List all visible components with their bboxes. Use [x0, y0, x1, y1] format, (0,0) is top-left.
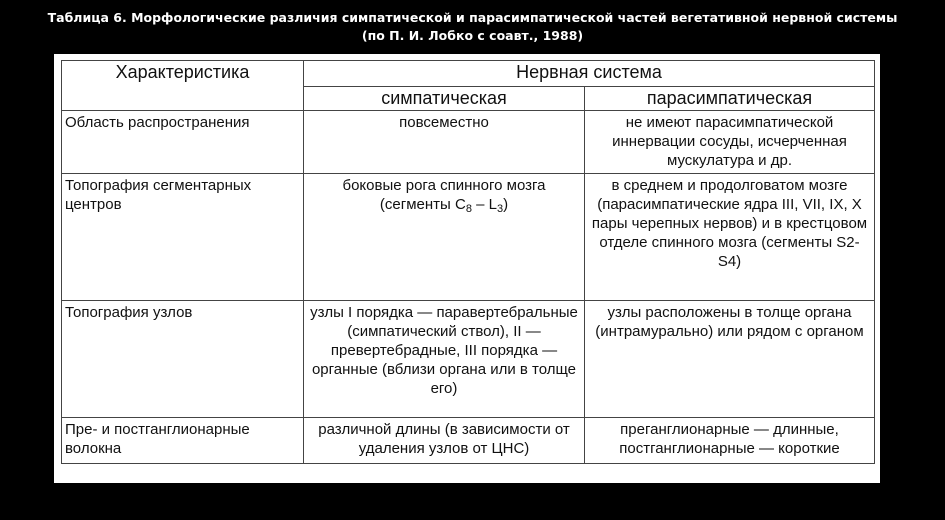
table-caption	[0, 9, 945, 45]
cell-characteristic: Пре- и постганглионарные волокна	[62, 418, 304, 464]
table-row	[62, 174, 875, 301]
subscript: 8	[465, 203, 472, 215]
header-sympathetic: симпатическая	[304, 87, 585, 111]
table-row	[62, 418, 875, 464]
header-parasympathetic: парасимпатическая	[585, 87, 875, 111]
cell-characteristic: Топография узлов	[62, 301, 304, 418]
cell-text: )	[503, 196, 509, 213]
table-sheet	[54, 54, 880, 483]
cell-text: – L	[471, 196, 497, 213]
cell-characteristic: Топография сегментарных центров	[62, 174, 304, 301]
header-row-1	[62, 61, 875, 87]
comparison-table	[61, 60, 875, 464]
cell-sympathetic	[304, 174, 585, 301]
cell-sympathetic: узлы I порядка — паравертебральные (симпатический ствол), II — превертебрадные, III порядка — органные (вблизи органа или в толще его)	[304, 301, 585, 418]
subscript: 3	[496, 203, 504, 215]
caption-title: Таблица 6. Морфологические различия симпатической и парасимпатической частей вегетативной нервной системы	[47, 10, 898, 25]
cell-parasympathetic: узлы расположены в толще органа (интрамурально) или рядом с органом	[585, 301, 875, 418]
table-row	[62, 301, 875, 418]
cell-parasympathetic: не имеют парасимпатической иннервации сосуды, исчерченная мускулатура и др.	[585, 111, 875, 174]
cell-sympathetic: различной длины (в зависимости от удаления узлов от ЦНС)	[304, 418, 585, 464]
cell-text: боковые рога спинного мозга (сегменты C	[342, 177, 546, 213]
header-nervous-system: Нервная система	[304, 61, 875, 87]
cell-parasympathetic: в среднем и продолговатом мозге (парасимпатические ядра III, VII, IX, X пары черепных нервов) и в крестцовом отделе спинного мозга (сегменты S2-S4)	[585, 174, 875, 301]
table-row	[62, 111, 875, 174]
caption-source: (по П. И. Лобко с соавт., 1988)	[361, 28, 584, 43]
cell-parasympathetic: преганглионарные — длинные, постганглионарные — короткие	[585, 418, 875, 464]
cell-characteristic: Область распространения	[62, 111, 304, 174]
cell-sympathetic: повсеместно	[304, 111, 585, 174]
header-characteristic: Характеристика	[62, 61, 304, 111]
